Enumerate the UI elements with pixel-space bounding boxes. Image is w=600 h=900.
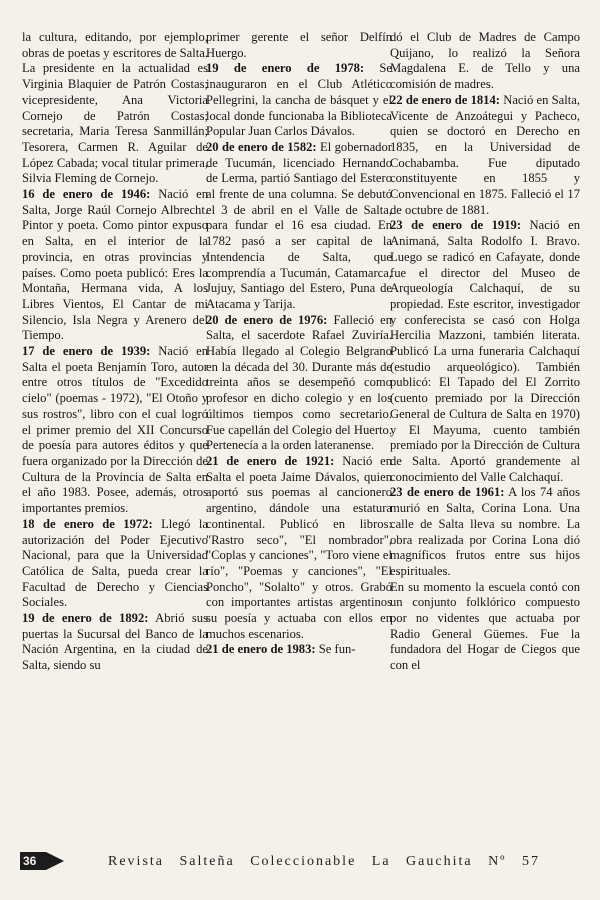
date-heading: 19 de enero de 1892: [22, 611, 149, 626]
paragraph [390, 30, 580, 93]
date-heading: 22 de enero de 1814: [390, 92, 500, 107]
date-heading: 18 de enero de 1972: [22, 516, 153, 531]
paragraph [206, 313, 392, 454]
date-heading: 19 de enero de 1978: [206, 61, 365, 76]
paragraph-text: Nació en Salta el poeta Benjamín Toro, autor entre otros títulos de "Excedido cielo" (poemas - 1972), "El Otoño y sus rostros", libro con el cual logró el primer premio del XII Concurso de poesía para autores éditos y que fuera organizado por la Dirección de Cultura de la Provincia de Salta en el año 1983. Posee, además, otros importantes premios. [22, 344, 208, 516]
paragraph [206, 454, 392, 642]
paragraph-text: El gobernador de Tucumán, licenciado Hernando de Lerma, partió Santiago del Estero al frente de una columna. Se debutó el 3 de abril en el Valle de Salta, para fundar el 16 esa ciudad. En 1782 pasó a ser capital de la Intendencia de Salta, que comprendía a Tucumán, Catamarca, Jujuy, Santiago del Estero, Puna de Atacama y Tarija. [206, 139, 392, 311]
text-column-3 [390, 30, 580, 850]
paragraph [206, 642, 392, 658]
date-heading: 21 de enero de 1983: [206, 642, 316, 657]
paragraph-text: Nació en Salta, Jorge Raúl Cornejo Albrecht. Pintor y poeta. Como pintor expuso en Salta, en el interior de la provincia, en otras provincias y países. Como poeta publicó: Eres la Montaña, Hermana vida, A los Libres Vientos, El Cantar de mi Silencio, Isla Negra y Arenero del Tiempo. [22, 187, 208, 343]
paragraph [22, 30, 208, 187]
date-heading: 17 de enero de 1939: [22, 344, 151, 359]
date-heading: 16 de enero de 1946: [22, 187, 151, 202]
page-footer [0, 852, 600, 882]
paragraph-text: primer gerente el señor Delfín Huergo. [206, 30, 392, 60]
date-heading: 20 de enero de 1976: [206, 312, 328, 327]
paragraph [206, 30, 392, 61]
paragraph-text: Falleció en Salta, el sacerdote Rafael Zuviría. Había llegado al Colegio Belgrano en la década del 30. Durante más de treinta años se desempeñó como profesor en dicho colegio y en los últimos tiempos como secretario. Fue capellán del Colegio del Huerto. Pertenecía a la orden lateranense. [206, 312, 392, 453]
page-number: 36 [20, 852, 46, 870]
paragraph-text: dó el Club de Madres de Campo Quijano, lo realizó la Señora Magdalena E. de Tello y una comisión de madres. [390, 30, 580, 92]
publication-title: Revista Salteña Coleccionable La Gauchita Nº 57 [108, 854, 541, 869]
date-heading: 21 de enero de 1921: [206, 453, 335, 468]
paragraph-text: la cultura, editando, por ejemplo, obras de poetas y escritores de Salta. La presidente en la actualidad es Virginia Blaquier de Patrón Costas; vicepresidente, Ana Victoria Cornejo de Patrón Costas; secretaria, Maria Teresa Sanmillán; Tesorera, Carmen R. Aguilar de López Cabada; vocal titular primera, Silvia Fleming de Cornejo. [22, 30, 208, 186]
date-heading: 20 de enero de 1582: [206, 139, 317, 154]
paragraph [206, 61, 392, 140]
paragraph-text: Llegó la autorización del Poder Ejecutivo Nacional, para que la Universidad Católica de Salta, pueda crear la Facultad de Derecho y Ciencias Sociales. [22, 516, 208, 610]
paragraph-text: Se inauguraron en el Club Atlético Pellegrini, la cancha de básquet y el local donde funcionaba la Biblioteca Popular Juan Carlos Dávalos. [206, 61, 392, 139]
paragraph [22, 344, 208, 517]
paragraph [22, 187, 208, 344]
paragraph-text: Se fun- [318, 642, 356, 657]
paragraph-text: En su momento la escuela contó con un conjunto folklórico compuesto por no videntes que actuaba por Radio General Güemes. Fue la fundadora del Hogar de Ciegos que con el [390, 579, 580, 673]
paragraph [390, 218, 580, 485]
paragraph-text: Nació en Salta el poeta Jaime Dávalos, quien aportó sus poemas al cancionero argentino, dándole una estatura continental. Publicó en libros: "Rastro seco", "El nombrador", "Coplas y canciones", "Toro viene el río", "Poemas y canciones", "El Poncho", "Solalto" y otros. Grabó con importantes artistas argentinos su poesía y actuaba con ellos en muchos escenarios. [206, 453, 392, 641]
paragraph [22, 517, 208, 611]
paragraph-text: Nació en Salta, Vicente de Anzoátegui y Pacheco, quien se doctoró en Derecho en 1835, en la Universidad de Cochabamba. Fue diputado constituyente en 1855 y Convencional en 1875. Falleció el 17 de octubre de 1881. [390, 92, 580, 217]
paragraph-text: Abrió sus puertas la Sucursal del Banco de la Nación Argentina, en la ciudad de Salta, siendo su [22, 611, 208, 673]
date-heading: 23 de enero de 1961: [390, 485, 505, 500]
text-column-1 [22, 30, 208, 850]
arrow-icon [46, 852, 64, 870]
paragraph-text: Nació en Animaná, Salta Rodolfo I. Bravo. Luego se radicó en Cafayate, donde fue el director del Museo de Arqueología Calchaquí, de su propiedad. Este escritor, investigador y conferecista se casó con Holga Hercilia Mazzoni, también literata. Publicó La urna funeraria Calchaquí (estudio arqueológico). También publicó: El Tapado del El Zorrito (cuento premiado por la Dirección General de Cultura de Salta en 1970) y El Mayuma, cuento también premiado por la Dirección de Cultura de Salta. Aportó grandemente al conocimiento del Valle Calchaquí. [390, 218, 580, 484]
text-column-2 [206, 30, 392, 850]
paragraph [390, 485, 580, 579]
paragraph [206, 140, 392, 313]
paragraph [22, 611, 208, 674]
paragraph-text: A los 74 años murió en Salta, Corina Lona. Una calle de Salta lleva su nombre. La obra realizada por Corina Lona dió magníficos frutos entre sus hijos espirituales. [390, 485, 580, 578]
date-heading: 23 de enero de 1919: [390, 218, 522, 233]
paragraph [390, 93, 580, 219]
paragraph [390, 580, 580, 674]
